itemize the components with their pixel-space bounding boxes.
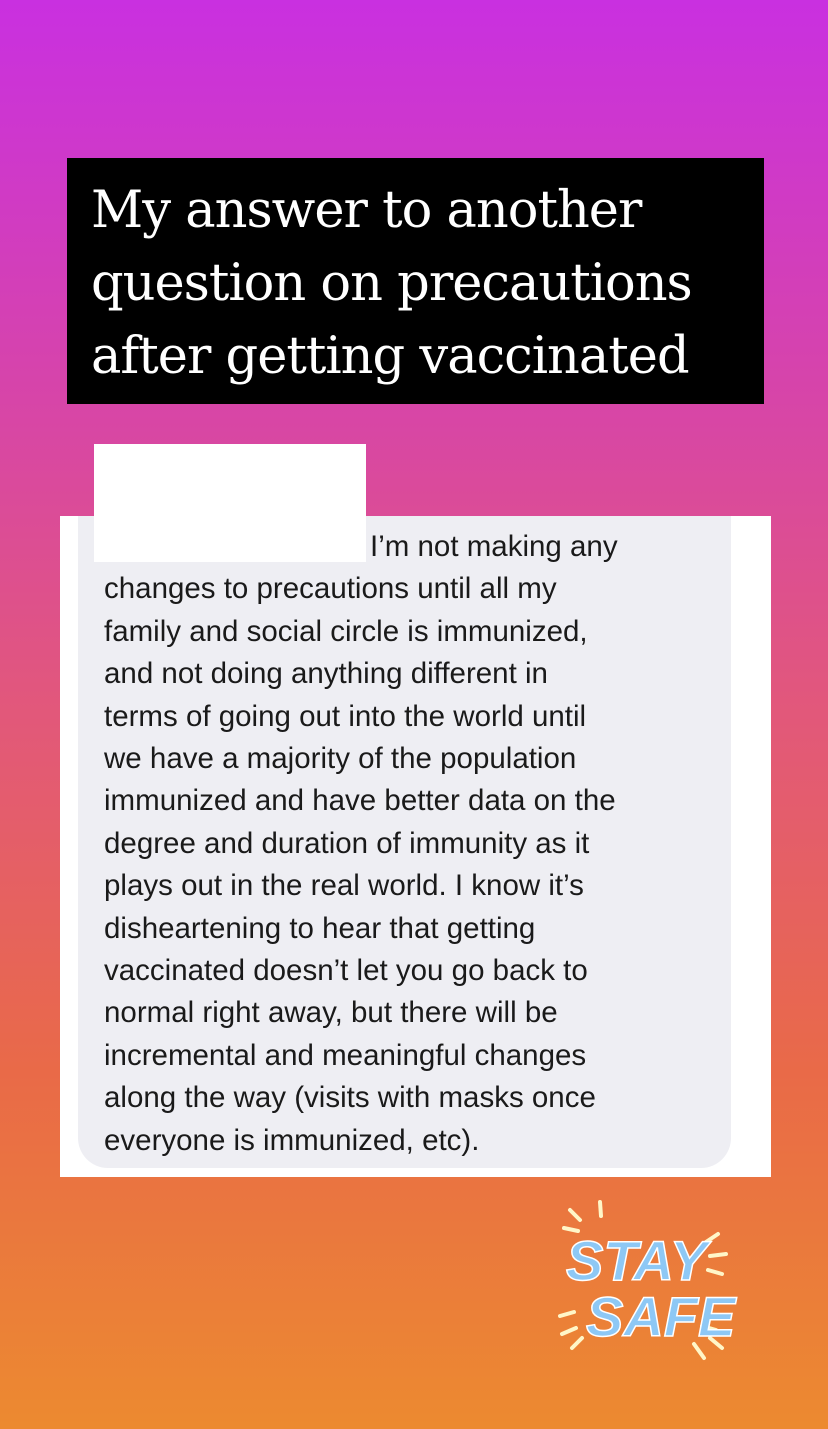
message-line: vaccinated doesn’t let you go back to bbox=[104, 954, 588, 988]
message-line: plays out in the real world. I know it’s bbox=[104, 869, 584, 903]
message-line: incremental and meaningful changes bbox=[104, 1038, 587, 1072]
sticker-line-1: STAY bbox=[566, 1229, 708, 1292]
message-text bbox=[104, 526, 764, 1162]
message-line: immunized and have better data on the bbox=[104, 784, 616, 818]
message-line: everyone is immunized, etc). bbox=[104, 1123, 480, 1157]
message-line: family and social circle is immunized, bbox=[104, 614, 588, 648]
message-line: changes to precautions until all my bbox=[104, 572, 557, 606]
title-banner bbox=[67, 158, 764, 404]
title-line-3: after getting vaccinated bbox=[91, 327, 689, 386]
message-line: terms of going out into the world until bbox=[104, 699, 587, 733]
message-line: disheartening to hear that getting bbox=[104, 911, 536, 945]
title-line-1: My answer to another bbox=[91, 181, 642, 240]
message-line: and not doing anything different in bbox=[104, 657, 548, 691]
sticker-line-2: SAFE bbox=[586, 1285, 736, 1348]
message-line: normal right away, but there will be bbox=[104, 996, 558, 1030]
message-line: along the way (visits with masks once bbox=[104, 1081, 596, 1115]
title-line-2: question on precautions bbox=[91, 254, 692, 313]
stay-safe-sticker bbox=[548, 1198, 748, 1368]
message-line: we have a majority of the population bbox=[104, 742, 577, 776]
message-line: I’m not making any bbox=[370, 530, 618, 563]
message-line: degree and duration of immunity as it bbox=[104, 826, 590, 860]
